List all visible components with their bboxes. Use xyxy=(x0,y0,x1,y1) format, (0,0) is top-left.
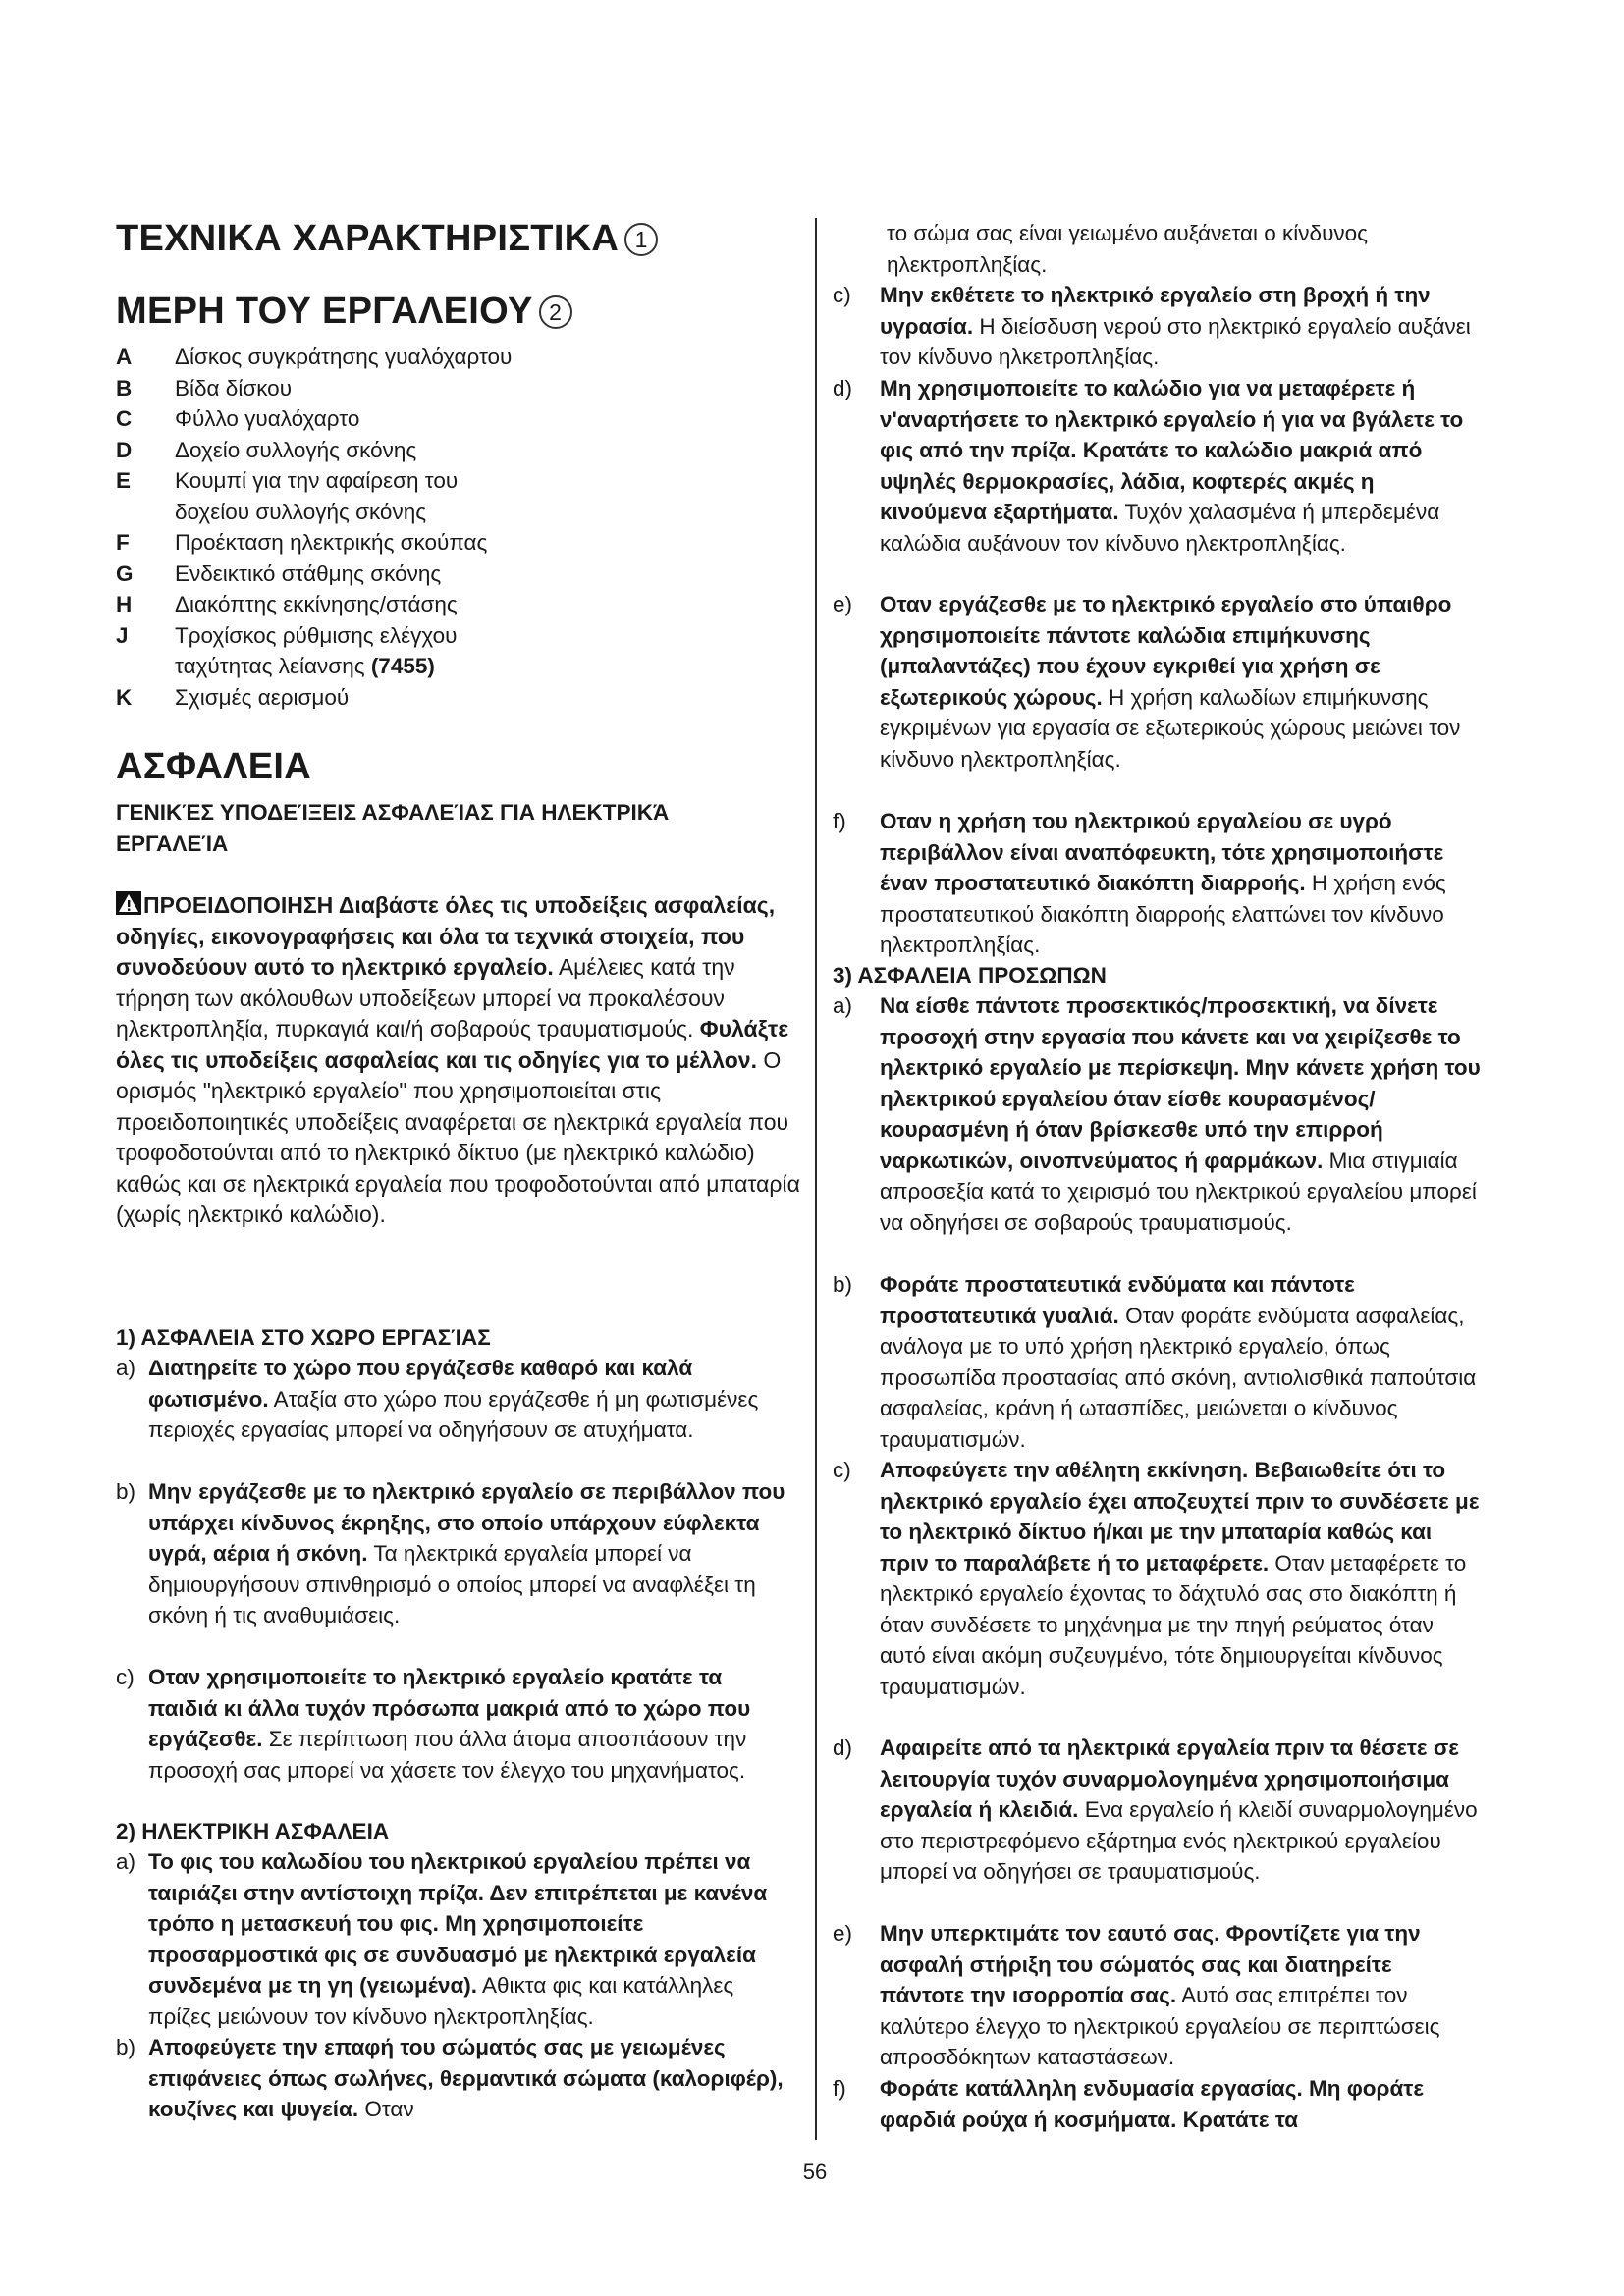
parts-heading: ΜΕΡΗ ΤΟΥ ΕΡΓΑΛΕΙΟΥ 2 xyxy=(116,293,572,330)
sec1-item-a: a) Διατηρείτε το χώρο που εργάζεσθε καθαρό και καλά φωτισμένο. Αταξία στο χώρο που εργάζεσθε ή μη φωτισμένες περιοχές εργασίας μπορεί να οδηγήσουν σε ατυχήματα. xyxy=(116,1356,759,1442)
part-item: G Ενδεικτικό στάθμης σκόνης xyxy=(116,561,442,586)
sec3-item-d: d) Αφαιρείτε από τα ηλεκτρικά εργαλεία πριν τα θέσετε σε λειτουργία τυχόν συναρμολογημένα χρησιμοποιήσιμα εργαλεία ή κλειδιά. Ενα εργαλείο ή κλειδί συναρμολογημένο στο περιστρεφόμενο εξάρτημα ενός ηλεκτρικού εργαλείου μπορεί να οδηγήσει σε τραυματισμούς. xyxy=(833,1735,1478,1884)
tech-specs-heading: ΤΕΧΝΙΚΑ ΧΑΡΑΚΤΗΡΙΣΤΙΚΑ 1 xyxy=(116,220,658,257)
sec3-item-e: e) Μην υπερκτιμάτε τον εαυτό σας. Φροντίζετε για την ασφαλή στήριξη του σώματός σας και διατηρείτε πάντοτε την ισορροπία σας. Αυτό σας επιτρέπει τον καλύτερο έλεγχο το ηλεκτρικού εργαλείου σε περιπτώσεις απροσδόκητων καταστάσεων. xyxy=(833,1921,1440,2069)
section-3-heading: 3) ΑΣΦΑΛΕΙΑ ΠΡΟΣΩΠΩΝ xyxy=(833,963,1107,988)
part-item: E Κουμπί για την αφαίρεση του δοχείου συλλογής σκόνης xyxy=(116,468,459,524)
sec2-item-f: f) Οταν η χρήση του ηλεκτρικού εργαλείου σε υγρό περιβάλλον είναι αναπόφευκτη, τότε χρησιμοποιήστε έναν προστατευτικό διακόπτη διαρροής. Η χρήση ενός προστατευτικού διακόπτη διαρροής ελαττώνει τον κίνδυνο ηλεκτροπληξίας. xyxy=(833,809,1446,957)
part-item: J Τροχίσκος ρύθμισης ελέγχου ταχύτητας λείανσης (7455) xyxy=(116,622,458,678)
figure-ref-1: 1 xyxy=(624,223,658,256)
column-divider xyxy=(815,218,817,2140)
section-1-heading: 1) ΑΣΦΑΛΕΙΑ ΣΤΟ ΧΩΡΟ ΕΡΓΑΣΊΑΣ xyxy=(116,1325,491,1350)
general-safety-heading: ΓΕΝΙΚΈΣ ΥΠΟΔΕΊΞΕΙΣ ΑΣΦΑΛΕΊΑΣ ΓΙΑ ΗΛΕΚΤΡΙΚΆ ΕΡΓΑΛΕΊΑ xyxy=(116,800,670,856)
sec2-item-b: b) Αποφεύγετε την επαφή του σώματός σας με γειωμένες επιφάνειες όπως σωλήνες, θερμαντικά σώματα (καλοριφέρ), κουζίνες και ψυγεία. Οταν xyxy=(116,2035,784,2121)
page-number: 56 xyxy=(802,2160,828,2184)
safety-heading: ΑΣΦΑΛΕΙΑ xyxy=(116,746,311,787)
figure-ref-2: 2 xyxy=(539,295,572,329)
sec1-item-c: c) Οταν χρησιμοποιείτε το ηλεκτρικό εργαλείο κρατάτε τα παιδιά κι άλλα τυχόν πρόσωπα μακριά από το χώρο που εργάζεσθε. Σε περίπτωση που άλλα άτομα αποσπάσουν την προσοχή σας μπορεί να χάσετε τον έλεγχο του μηχανήματος. xyxy=(116,1665,751,1783)
part-item: D Δοχείο συλλογής σκόνης xyxy=(116,437,417,462)
sec3-item-c: c) Αποφεύγετε την αθέλητη εκκίνηση. Βεβαιωθείτε ότι το ηλεκτρικό εργαλείο έχει αποζευχτεί πριν το συνδέσετε με το ηλεκτρικό δίκτυο ή/και με την μπαταρία καθώς και πριν το παραλάβετε ή το μεταφέρετε. Οταν μεταφέρετε το ηλεκτρικό εργαλείο έχοντας το δάχτυλό σας στο διακόπτη ή όταν συνδέσετε το μηχάνημα με την πηγή ρεύματος όταν αυτό είναι ακόμη συζευγμένο, τότε δημιουργείται κίνδυνος τραυματισμών. xyxy=(833,1458,1480,1699)
part-item: A Δίσκος συγκράτησης γυαλόχαρτου xyxy=(116,345,513,369)
sec2-item-e: e) Οταν εργάζεσθε με το ηλεκτρικό εργαλείο στο ύπαιθρο χρησιμοποιείτε πάντοτε καλώδια επιμήκυνσης (μπαλαντάζες) που έχουν εγκριθεί για χρήση σε εξωτερικούς χώρους. Η χρήση καλωδίων επιμήκυνσης εγκριμένων για εργασία σε εξωτερικούς χώρους μειώνει τον κίνδυνο ηλεκτροπληξίας. xyxy=(833,592,1461,772)
sec1-item-b: b) Μην εργάζεσθε με το ηλεκτρικό εργαλείο σε περιβάλλον που υπάρχει κίνδυνος έκρηξης, στο οποίο υπάρχουν εύφλεκτα υγρά, αέρια ή σκόνη. Τα ηλεκτρικά εργαλεία μπορεί να δημιουργήσουν σπινθηρισμό ο οποίος μπορεί να αναφλέξει τη σκόνη ή τις αναθυμιάσεις. xyxy=(116,1479,785,1628)
sec2-item-a: a) Το φις του καλωδίου του ηλεκτρικού εργαλείου πρέπει να ταιριάζει στην αντίστοιχη πρίζα. Δεν επιτρέπεται με κανένα τρόπο η μετασκευή του φις. Μη χρησιμοποιείτε προσαρμοστικά φις σε συνδυασμό με ηλεκτρικά εργαλεία συνδεμένα με τη γη (γειωμένα). Αθικτα φις και κατάλληλες πρίζες μειώνουν τον κίνδυνο ηλεκτροπληξίας. xyxy=(116,1849,768,2029)
part-item: H Διακόπτης εκκίνησης/στάσης xyxy=(116,592,458,616)
sec3-item-b: b) Φοράτε προστατευτικά ενδύματα και πάντοτε προστατευτικά γυαλιά. Οταν φοράτε ενδύματα ασφαλείας, ανάλογα με το υπό χρήση ηλεκτρικό εργαλείο, όπως προσωπίδα προστασίας από σκόνη, αντιολισθικά παπούτσια ασφαλείας, κράνη ή ωτασπίδες, μειώνεται ο κίνδυνος τραυματισμών. xyxy=(833,1272,1477,1452)
model-number: (7455) xyxy=(370,654,435,678)
part-item: C Φύλλο γυαλόχαρτο xyxy=(116,406,360,431)
sec2-item-c: c) Μην εκθέτετε το ηλεκτρικό εργαλείο στη βροχή ή την υγρασία. Η διείσδυση νερού στο ηλεκτρικό εργαλείο αυξάνει τον κίνδυνο ηλκετροπληξίας. xyxy=(833,283,1471,369)
sec2-item-d: d) Μη χρησιμοποιείτε το καλώδιο για να μεταφέρετε ή ν'αναρτήσετε το ηλεκτρικό εργαλείο ή για να βγάλετε το φις από την πρίζα. Κρατάτε το καλώδιο μακριά από υψηλές θερμοκρασίες, λάδια, κοφτερές ακμές η κινούμενα εξαρτήματα. Τυχόν χαλασμένα ή μπερδεμένα καλώδια αυξάνουν τον κίνδυνο ηλεκτροπληξίας. xyxy=(833,376,1464,556)
part-item: B Βίδα δίσκου xyxy=(116,375,292,400)
parts-list xyxy=(116,342,666,713)
part-item: F Προέκταση ηλεκτρικής σκούπας xyxy=(116,530,488,555)
sec3-item-a: a) Να είσθε πάντοτε προσεκτικός/προσεκτική, να δίνετε προσοχή στην εργασία που κάνετε και να χειρίζεσθε το ηλεκτρικό εργαλείο με περίσκεψη. Μην κάνετε χρήση του ηλεκτρικού εργαλείου όταν είσθε κουρασμένος/κουρασμένη ή όταν βρίσκεσθε υπό την επιρροή ναρκωτικών, οινοπνεύματος ή φαρμάκων. Μια στιγμιαία απροσεξία κατά το χειρισμό του ηλεκτρικού εργαλείου μπορεί να οδηγήσει σε σοβαρούς τραυματισμούς. xyxy=(833,993,1481,1235)
warning-paragraph: ΠΡΟΕΙΔΟΠΟΙΗΣΗ Διαβάστε όλες τις υποδείξεις ασφαλείας, οδηγίες, εικονογραφήσεις και όλα τα τεχνικά στοιχεία, που συνοδεύουν αυτό το ηλεκτρικό εργαλείο. Αμέλειες κατά την τήρηση των ακόλουθων υποδείξεων μπορεί να προκαλέσουν ηλεκτροπληξία, πυρκαγιά και/ή σοβαρούς τραυματισμούς. Φυλάξτε όλες τις υποδείξεις ασφαλείας και τις οδηγίες για το μέλλον. Ο ορισμός "ηλεκτρικό εργαλείο" που χρησιμοποιείται στις προειδοποιητικές υποδείξεις αναφέρεται σε ηλεκτρικά εργαλεία που τροφοδοτούνται από το ηλεκτρικό δίκτυο (με ηλεκτρικό καλώδιο) καθώς και σε ηλεκτρικά εργαλεία που τροφοδοτούνται από μπαταρία (χωρίς ηλεκτρικό καλώδιο). xyxy=(116,892,800,1227)
warning-icon xyxy=(116,891,141,915)
section-2-heading: 2) ΗΛΕΚΤΡΙΚΗ ΑΣΦΑΛΕΙΑ xyxy=(116,1819,390,1843)
continued-text: το σώμα σας είναι γειωμένο αυξάνεται ο κίνδυνος ηλεκτροπληξίας. xyxy=(887,221,1368,277)
sec3-item-f: f) Φοράτε κατάλληλη ενδυμασία εργασίας. Μη φοράτε φαρδιά ρούχα ή κοσμήματα. Κρατάτε τα xyxy=(833,2076,1425,2132)
part-item: K Σχισμές αερισμού xyxy=(116,684,350,710)
